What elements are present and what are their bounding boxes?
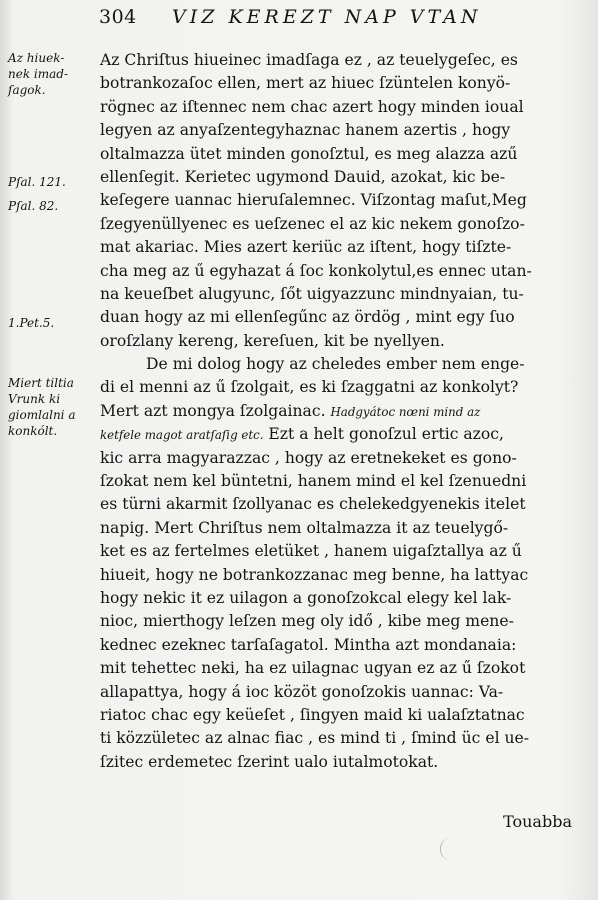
text-line: keſegere uannac hieruſalemnec. Viſzontag maſut,Meg [100, 191, 527, 210]
text-line: Az Chriſtus hiueinec imadſaga ez , az teuelygeſec, es [100, 51, 518, 69]
text-line: legyen az anyaſzentegyhaznac hanem azertis , hogy [100, 121, 511, 140]
text-line: napig. Mert Chriſtus nem oltalmazza it az teuelygő- [100, 518, 509, 537]
margin-note-line: Miert tiltia [8, 376, 74, 390]
margin-note-line: Pſal. 82. [8, 199, 59, 213]
scripture-quote: Hadgyátoc nœni mind az [330, 404, 481, 419]
text-line: rögnec az iſtennec nem chac azert hogy minden ioual [100, 97, 524, 116]
text-line: na keueſbet alugyunc, ſőt uigyazzunc mindnyaian, tu- [100, 284, 524, 303]
text-line: ſzegyenüllyenec es ueſzenec el az kic nekem gonoſzo- [100, 214, 525, 233]
margin-note-1-peter-5 [8, 315, 100, 331]
margin-note-why-forbids [8, 375, 100, 439]
text-line: riatoc chac egy keüeſet , ſingyen maid ki ualaſztatnac [100, 705, 525, 724]
margin-note-line: ſagok. [8, 83, 46, 97]
margin-note-psalm-82 [8, 198, 100, 214]
text-line: duan hogy az mi ellenſegűnc az ördög , mint egy ſuo [100, 308, 515, 327]
text-line: allapattya, hogy á ioc közöt gonoſzokis uannac: Va- [100, 682, 504, 701]
page-header [0, 4, 598, 30]
margin-note-psalm-121 [8, 174, 100, 190]
margin-note-line: nek imad- [8, 67, 69, 81]
text-line: hiueit, hogy ne botrankozzanac meg benne, ha lattyac [100, 565, 529, 584]
margin-note-line: Vrunk ki [8, 392, 61, 406]
page-number: 304 [99, 6, 137, 28]
text-segment: Mert azt mongya ſzolgainac. [100, 401, 326, 420]
margin-note-prayers [8, 50, 100, 98]
text-line: mat akariac. Mies azert keriüc az iſtent, hogy tiſzte- [100, 238, 512, 257]
text-line: ket es az fertelmes eletüket , hanem uigaſztallya az ű [100, 542, 522, 561]
text-line: ſzitec erdemetec ſzerint ualo iutalmotokat. [100, 752, 439, 771]
catchword: Touabba [503, 812, 572, 831]
margin-note-line: konkólt. [8, 424, 58, 438]
running-title: VIZ KEREZT NAP VTAN [172, 6, 482, 28]
margin-note-line: Az hiuek- [8, 51, 65, 65]
text-line: oltalmazza ütet minden gonoſztul, es meg alazza azű [100, 144, 518, 163]
text-line: hogy nekic it ez uilagon a gonoſzokcal elegy kel lak- [100, 588, 512, 607]
text-line: botrankozaſoc ellen, mert az hiuec ſzüntelen konyö- [100, 74, 511, 93]
paper-mark [440, 838, 459, 860]
text-line: ti közzületec az alnac fiac , es mind ti , ſmind üc el ue- [100, 729, 530, 748]
text-segment: Ezt a helt gonoſzul ertic azoc, [268, 425, 504, 444]
scripture-quote: ketfele magot aratſaſig etc. [100, 428, 264, 443]
main-text [100, 49, 578, 774]
text-line: kic arra magyarazzac , hogy az eretnekeket es gono- [100, 448, 517, 467]
margin-note-line: 1.Pet.5. [8, 316, 55, 330]
text-line-with-citation [100, 400, 578, 423]
text-line: kednec ezeknec tarſaſagatol. Mintha azt mondanaia: [100, 635, 517, 654]
text-line-with-citation [100, 423, 578, 446]
text-line: oroſzlany kereng, kereſuen, kit be nyellyen. [100, 331, 445, 350]
text-line: De mi dolog hogy az cheledes ember nem enge- [146, 355, 525, 374]
text-line: es türni akarmit ſzollyanac es chelekedgyenekis itelet [100, 495, 526, 514]
text-line: nioc, mierthogy leſzen meg oly idő , kibe meg mene- [100, 612, 514, 631]
text-line: ſzokat nem kel büntetni, hanem mind el kel ſzenuedni [100, 472, 527, 491]
text-line: di el menni az ű ſzolgait, es ki ſzaggatni az konkolyt? [100, 378, 519, 397]
text-line: cha meg az ű egyhazat á ſoc konkolytul,es ennec utan- [100, 261, 532, 280]
text-line: ellenſegit. Kerietec ugymond Dauid, azokat, kic be- [100, 167, 506, 186]
text-line: mit tehettec neki, ha ez uilagnac ugyan ez az ű ſzokot [100, 659, 526, 678]
margin-note-line: giomlalni a [8, 408, 76, 422]
margin-note-line: Pſal. 121. [8, 175, 66, 189]
